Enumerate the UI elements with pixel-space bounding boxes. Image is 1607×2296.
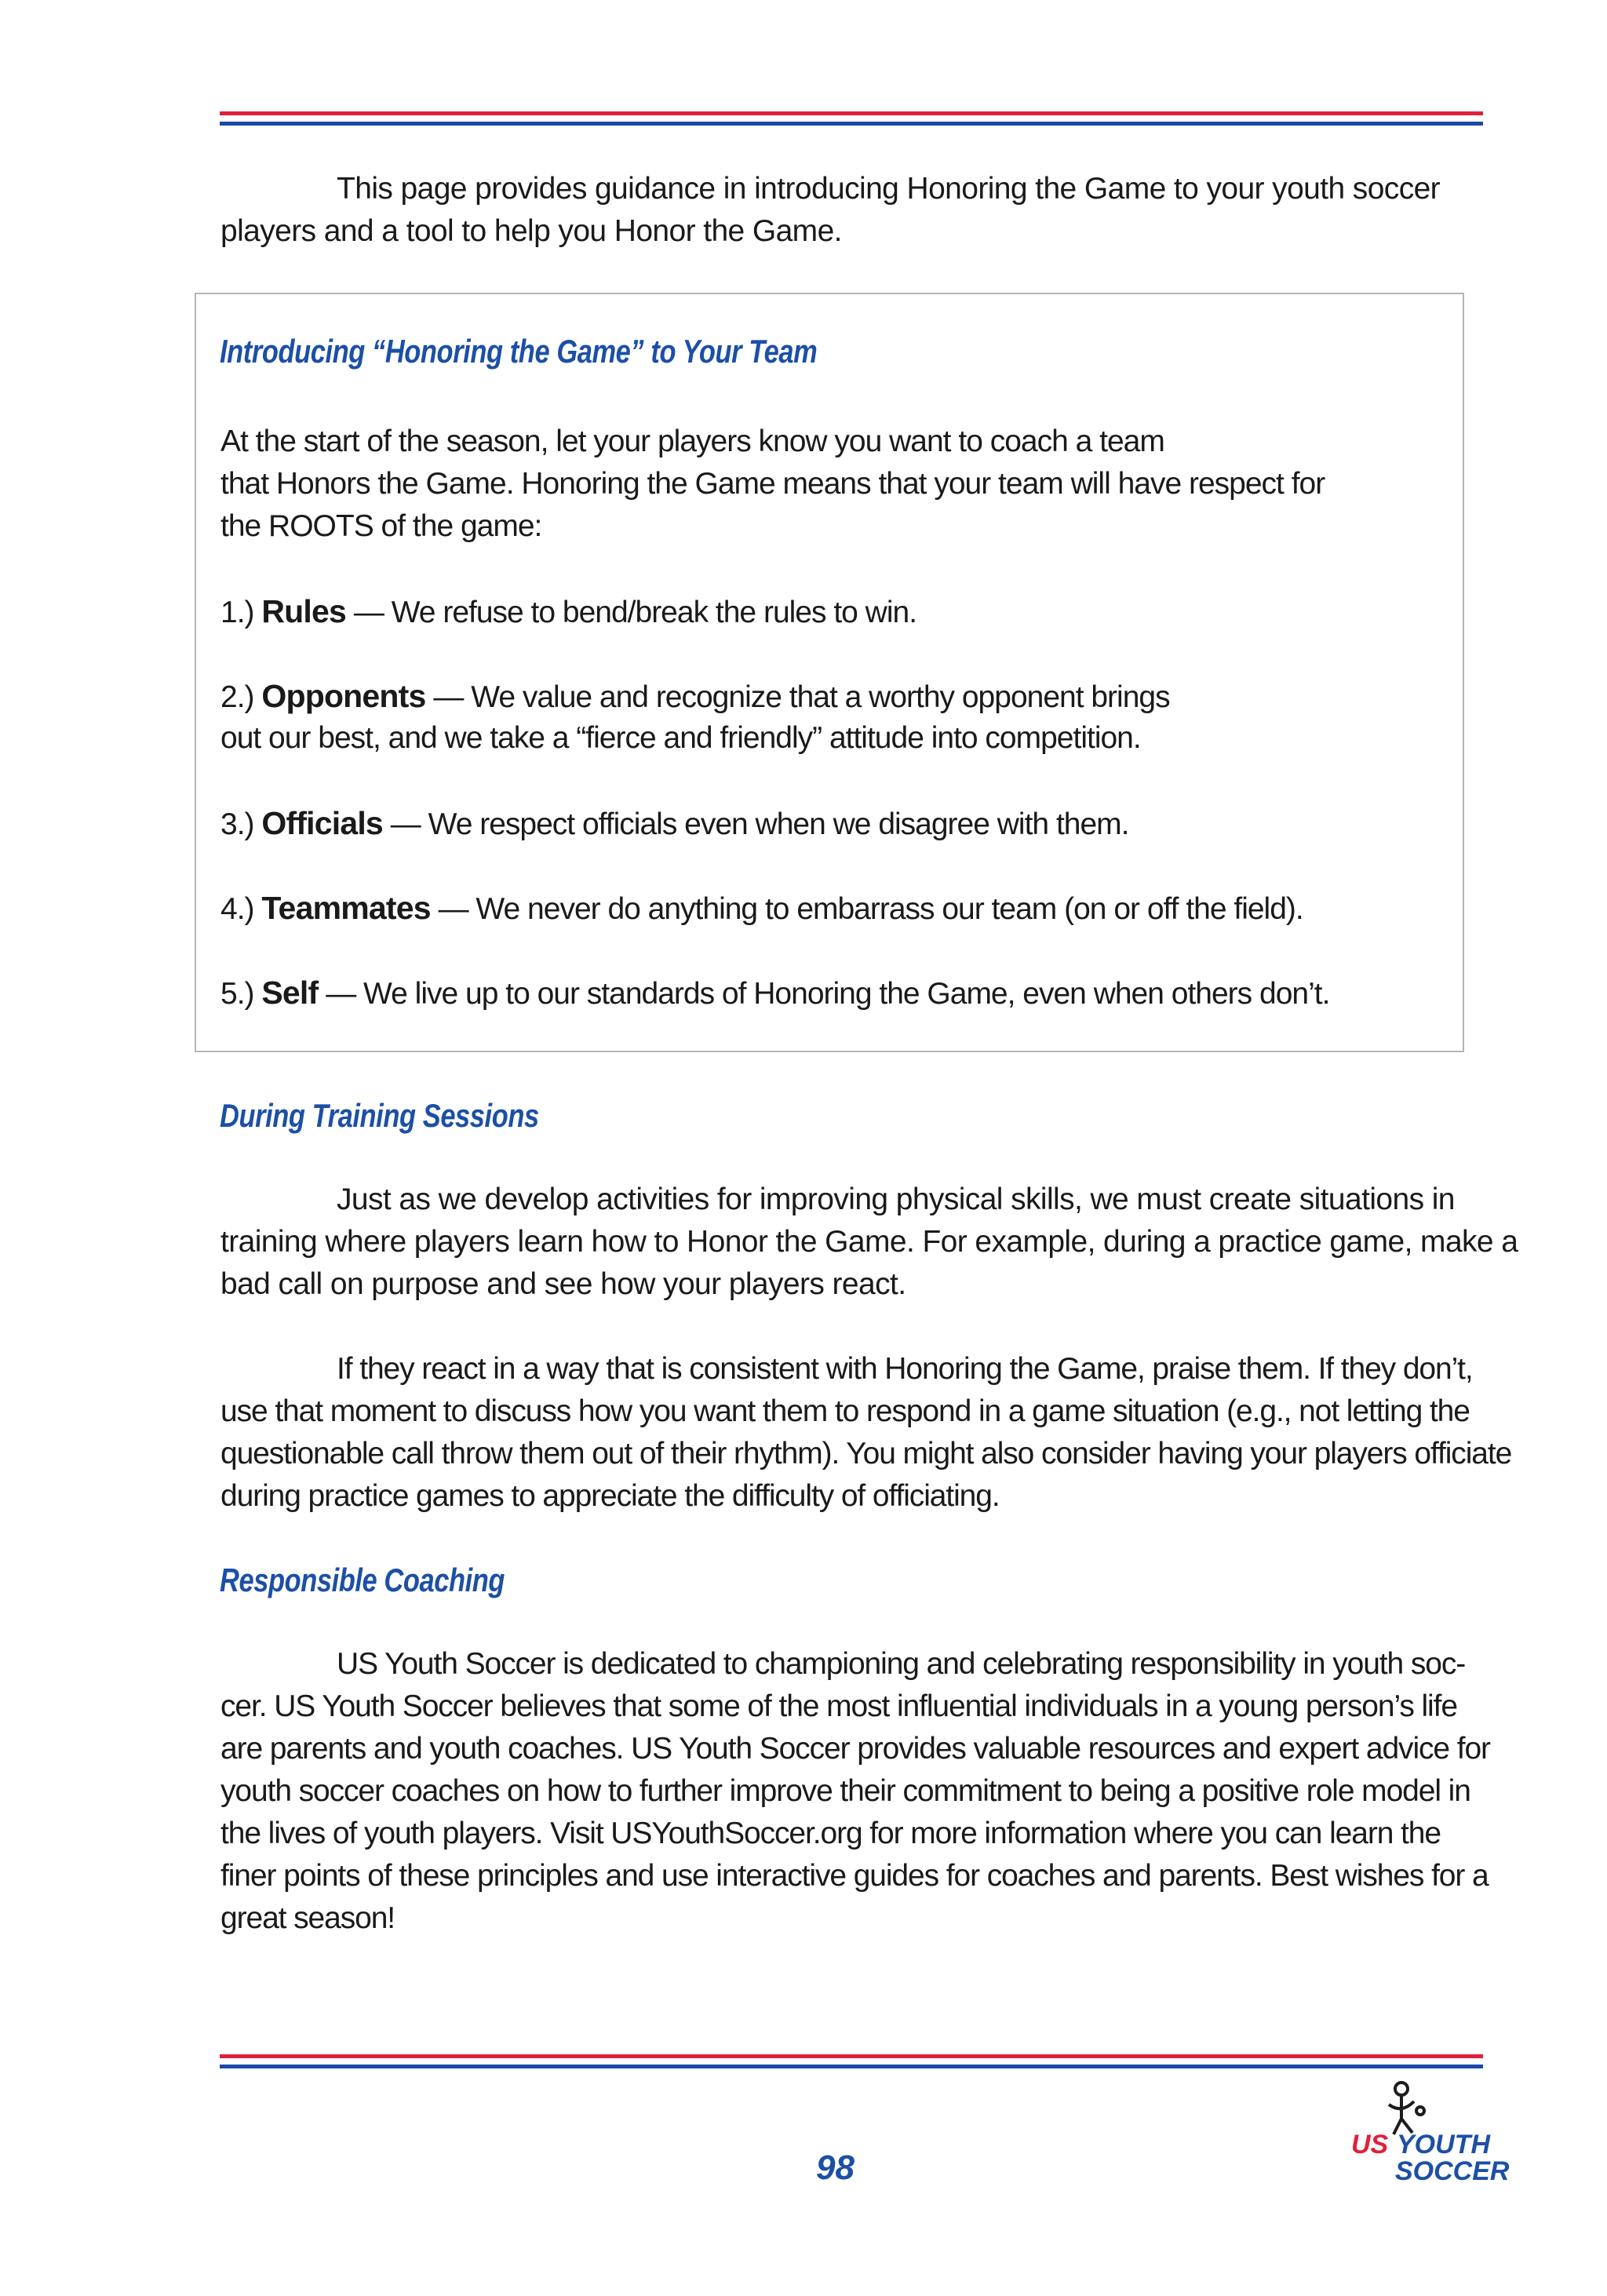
training-heading: During Training Sessions [220, 1097, 539, 1134]
training-paragraph-1: Just as we develop activities for improving physical skills, we must create situations in training where players learn how to Honor the Game. For example, during a practice game, make a bad call on purpose and see how your players react. [220, 1183, 1518, 1301]
training-paragraph-2: If they react in a way that is consistent with Honoring the Game, praise them. If they don’t, use that moment to discuss how you want them to respond in a game situation (e.g., not letting the questionable call throw them out of their rhythm). You might also consider having your players officiate during practice games to appreciate the difficulty of officiating. [220, 1352, 1512, 1513]
page-number: 98 [816, 2148, 855, 2187]
item-text: — We refuse to bend/break the rules to win. [353, 596, 917, 629]
box-heading: Introducing “Honoring the Game” to Your Team [220, 333, 818, 370]
logo-us-text: US [1351, 2130, 1389, 2159]
item-term: Opponents [261, 678, 426, 714]
us-youth-soccer-logo [1348, 2078, 1510, 2196]
box-intro-line-1: At the start of the season, let your players know you want to coach a team [220, 425, 1164, 458]
item-number: 2.) [220, 680, 254, 714]
bottom-rule [220, 2054, 1483, 2068]
item-term: Self [261, 975, 319, 1011]
item-number: 4.) [220, 892, 254, 926]
item-term: Rules [261, 593, 347, 629]
coaching-heading: Responsible Coaching [220, 1562, 505, 1598]
roots-item-self [220, 971, 1429, 1015]
item-text: — We value and recognize that a worthy opponent brings [433, 680, 1170, 714]
roots-item-opponents [220, 675, 1429, 719]
coaching-paragraph: US Youth Soccer is dedicated to championing and celebrating responsibility in youth soc-cer. US Youth Soccer believes that some of the most influential individuals in a young person’s life are parents and youth coaches. US Youth Soccer provides valuable resources and expert advice for youth soccer coaches on how to further improve their commitment to being a positive role model in the lives of youth players. Visit USYouthSoccer.org for more information where you can learn the finer points of these principles and use interactive guides for coaches and parents. Best wishes for a great season! [220, 1647, 1490, 1935]
item-text: — We respect officials even when we disagree with them. [390, 807, 1129, 841]
item-text: — We live up to our standards of Honoring the Game, even when others don’t. [326, 977, 1330, 1011]
intro-paragraph: This page provides guidance in introducing Honoring the Game to your youth soccer players and a tool to help you Honor the Game. [220, 172, 1441, 248]
honoring-the-game-box [195, 293, 1464, 1052]
item-text: — We never do anything to embarrass our team (on or off the field). [438, 892, 1303, 926]
item-number: 5.) [220, 977, 254, 1011]
roots-item-officials [220, 802, 1429, 846]
roots-item-rules [220, 590, 1429, 634]
roots-item-opponents-continued: out our best, and we take a “fierce and friendly” attitude into competition. [220, 721, 1141, 755]
item-number: 1.) [220, 596, 254, 629]
box-intro-line-2: that Honors the Game. Honoring the Game means that your team will have respect for [220, 467, 1325, 501]
player-figure-icon [1389, 2083, 1424, 2134]
logo-soccer-text: SOCCER [1395, 2156, 1510, 2186]
item-term: Teammates [261, 890, 431, 926]
top-rule [220, 111, 1483, 126]
item-term: Officials [261, 805, 383, 841]
box-intro-line-3: the ROOTS of the game: [220, 509, 542, 543]
logo-youth-text: YOUTH [1397, 2130, 1490, 2159]
roots-item-teammates [220, 887, 1429, 931]
item-number: 3.) [220, 807, 254, 841]
